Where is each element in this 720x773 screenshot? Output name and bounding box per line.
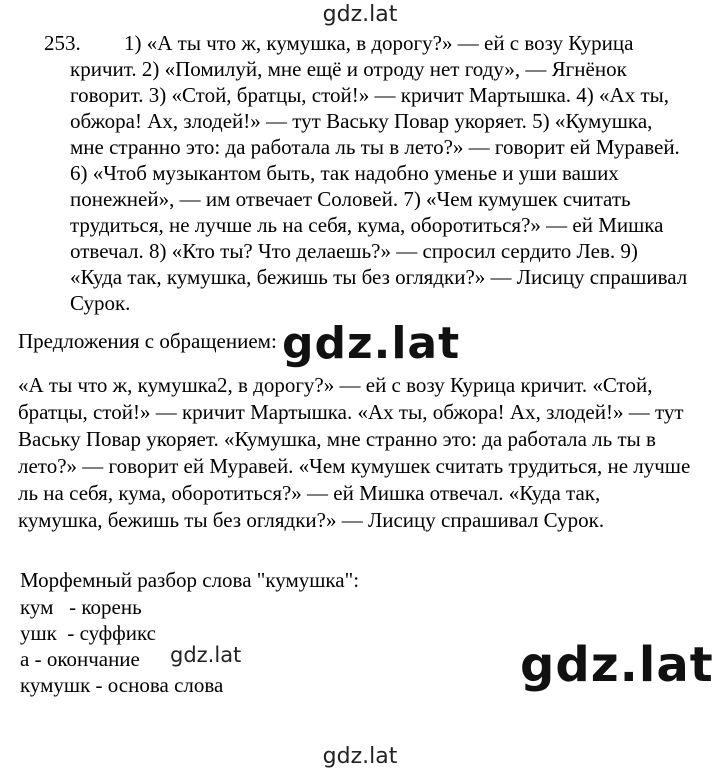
address-line: Ваську Повар укоряет. «Кумушка, мне странно это: да работала ль ты в: [18, 427, 656, 451]
exercise-line: 1) «А ты что ж, кумушка, в дорогу?» — ей с возу Курица: [124, 31, 634, 55]
exercise-number: 253.: [44, 31, 81, 55]
address-line: ль на себя, кума, оборотиться?» — ей Мишка отвечал. «Куда так,: [18, 481, 601, 505]
exercise-line: Сурок.: [70, 291, 131, 315]
address-heading: Предложения с обращением:: [18, 329, 277, 353]
morpheme-suffix: ушк - суффикс: [20, 621, 156, 645]
exercise-line: «Куда так, кумушка, бежишь ты без оглядки?» — Лисицу спрашивал: [70, 265, 688, 289]
morphology-heading: Морфемный разбор слова "кумушка":: [20, 568, 360, 592]
address-line: «А ты что ж, кумушка2, в дорогу?» — ей с возу Курица кричит. «Стой,: [18, 373, 653, 397]
address-line: кумушка, бежишь ты без оглядки?» — Лисицу спрашивал Сурок.: [18, 508, 605, 532]
address-line: лето?» — говорит ей Муравей. «Чем кумушек считать трудиться, не лучше: [18, 454, 691, 478]
exercise-line: кричит. 2) «Помилуй, мне ещё и отроду нет году», — Ягнёнок: [70, 57, 627, 81]
exercise-line: 6) «Чтоб музыкантом быть, так надобно уменье и уши ваших: [70, 161, 619, 185]
exercise-line: отвечал. 8) «Кто ты? Что делаешь?» — спросил сердито Лев. 9): [70, 239, 638, 263]
exercise-line: мне странно это: да работала ль ты в лето?» — говорит ей Муравей.: [70, 135, 680, 159]
watermark-bottom: gdz.lat: [322, 744, 398, 769]
morpheme-ending: а - окончание: [20, 647, 140, 671]
watermark-small: gdz.lat: [170, 643, 242, 667]
exercise-line: говорит. 3) «Стой, братцы, стой!» — кричит Мартышка. 4) «Ах ты,: [70, 83, 669, 107]
exercise-line: трудиться, не лучше ль на себя, кума, оборотиться?» — ей Мишка: [70, 213, 664, 237]
morpheme-root: кум - корень: [20, 595, 142, 619]
watermark-top: gdz.lat: [322, 2, 398, 27]
exercise-line: обжора! Ах, злодей!» — тут Ваську Повар укоряет. 5) «Кумушка,: [70, 109, 653, 133]
morpheme-stem: кумушк - основа слова: [20, 673, 224, 697]
address-line: братцы, стой!» — кричит Мартышка. «Ах ты, обжора! Ах, злодей!» — тут: [18, 400, 684, 424]
watermark-middle: gdz.lat: [282, 318, 461, 369]
exercise-line: понежней», — им отвечает Соловей. 7) «Чем кумушек считать: [70, 187, 631, 211]
watermark-large: gdz.lat: [520, 637, 714, 693]
